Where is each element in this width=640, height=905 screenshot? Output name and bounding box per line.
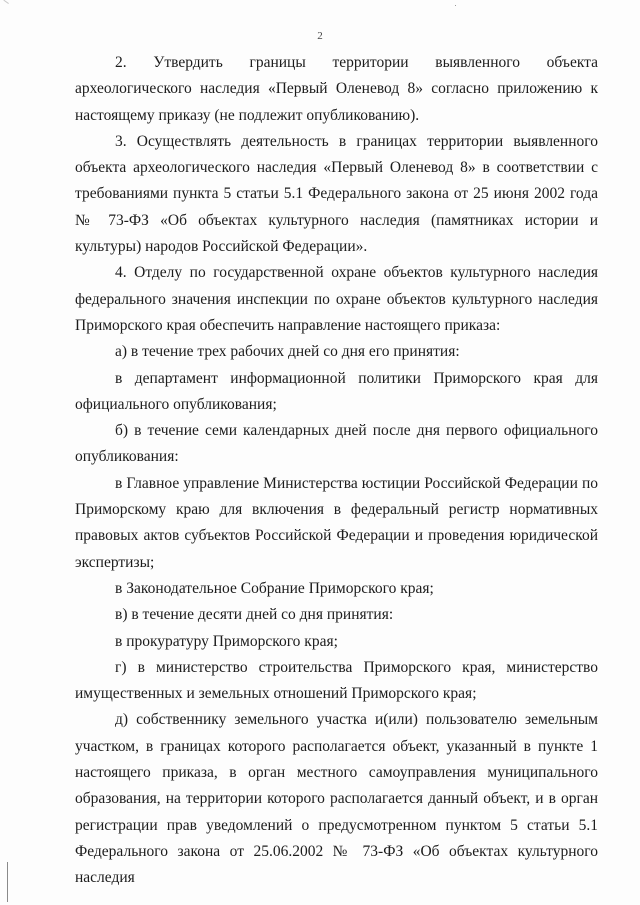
page-number: 2: [317, 30, 323, 42]
paragraph-4v-recipient: в прокуратуру Приморского края;: [115, 632, 338, 650]
paragraph-4a: а) в течение трех рабочих дней со дня его принятия:: [115, 343, 460, 361]
paragraph-4-department: 4. Отделу по государственной охране объектов культурного наследия федерального значения инспекции по охране объектов культурного наследия Приморского края обеспечить направление настоящего приказа:: [75, 264, 598, 334]
scan-artifact: [455, 5, 456, 6]
scan-edge-line: [7, 862, 8, 902]
paragraph-4v: в) в течение десяти дней со дня принятия:: [115, 606, 394, 624]
paragraph-4a-recipient: в департамент информационной политики Приморского края для официального опубликования;: [75, 369, 598, 413]
document-body: [75, 50, 598, 892]
paragraph-3-activity: 3. Осуществлять деятельность в границах территории выявленного объекта археологического наследия «Первый Оленевод 8» в соответствии с требованиями пункта 5 статьи 5.1 Федерального закона от 25 июня 2002 года № 73-ФЗ «Об объектах культурного наследия (памятниках истории и культуры) народов Российской Федерации».: [75, 132, 598, 256]
paragraph-4b-recipient-assembly: в Законодательное Собрание Приморского края;: [115, 579, 434, 597]
scan-artifact: [1, 0, 9, 7]
paragraph-4b: б) в течение семи календарных дней после дня первого официального опубликования:: [75, 422, 598, 466]
paragraph-2-boundaries: 2. Утвердить границы территории выявленного объекта археологического наследия «Первый Оленевод 8» согласно приложению к настоящему приказу (не подлежит опубликованию).: [75, 54, 598, 124]
paragraph-4d: д) собственнику земельного участка и(или) пользователю земельным участком, в границах которого располагается объект, указанный в пункте 1 настоящего приказа, в орган местного самоуправления муниципального образования, на территории которого располагается данный объект, и в орган регистрации прав уведомлений о предусмотренном пунктом 5 статьи 5.1 Федерального закона от 25.06.2002 № 73-ФЗ «Об объектах культурного наследия: [75, 711, 598, 887]
paragraph-4g: г) в министерство строительства Приморского края, министерство имущественных и земельных отношений Приморского края;: [75, 658, 598, 703]
paragraph-4b-recipient-justice: в Главное управление Министерства юстиции Российской Федерации по Приморскому краю для включения в федеральный регистр нормативных правовых актов субъектов Российской Федерации и проведения юридической экспертизы;: [75, 474, 598, 571]
